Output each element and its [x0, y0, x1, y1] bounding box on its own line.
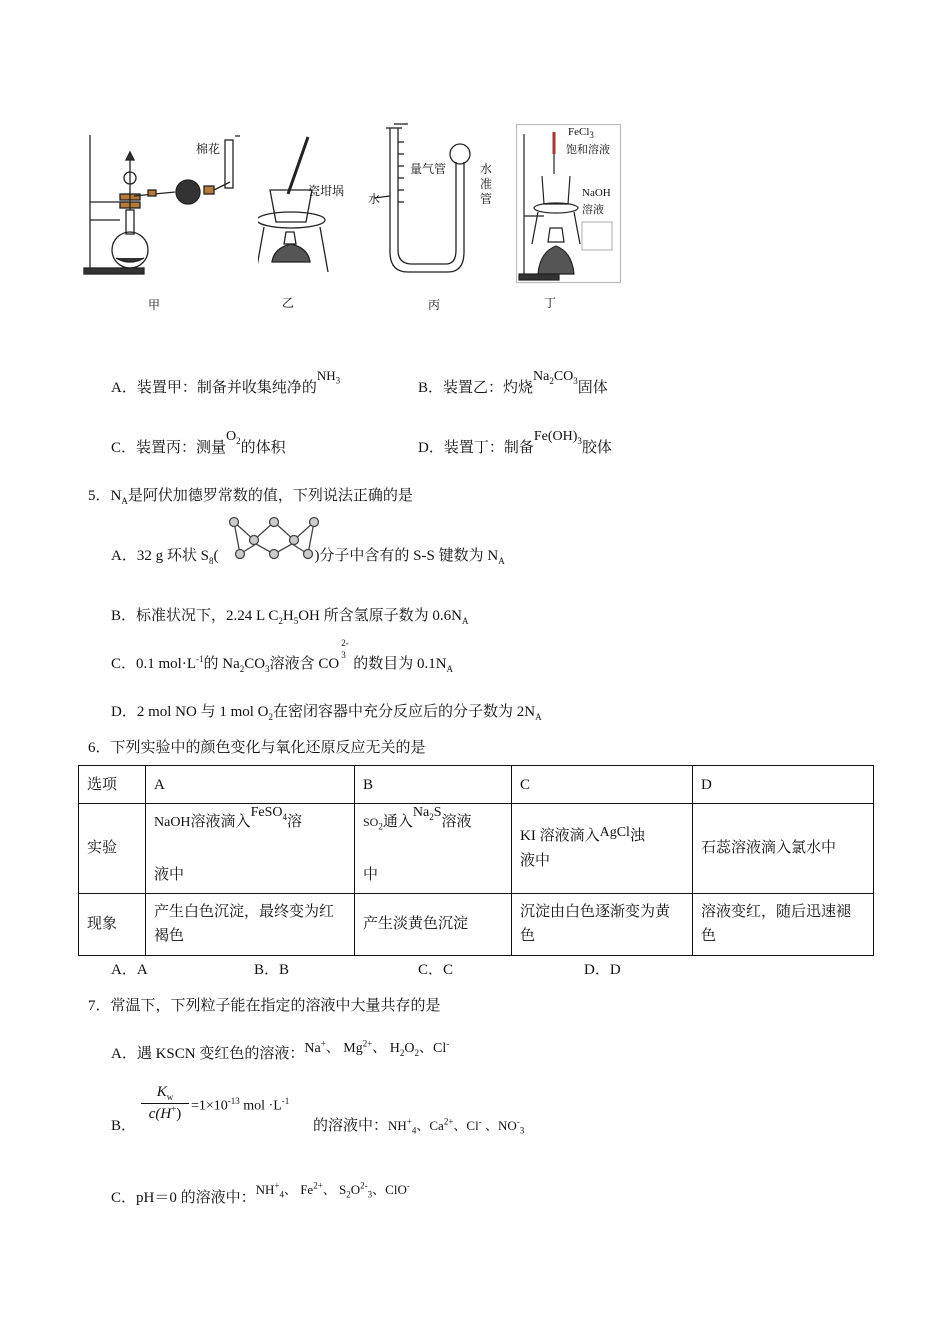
q5-option-a: A．32 g 环状 $S_8$( )分子中含有的 S-S 键数为 $N_A$ — [111, 548, 505, 566]
label-gas-tube: 量气管 — [410, 162, 447, 176]
label-water: 水 — [368, 192, 381, 206]
label-saturated-solution: 饱和溶液 — [566, 144, 610, 156]
phenomenon-b-cell: 产生淡黄色沉淀 — [355, 893, 512, 955]
table-header-cell: 选项 — [79, 766, 146, 804]
q7-option-a: A．遇 KSCN 变红色的溶液：Na+、 $Mg^{2+}$、 $H_2O_2$、Cl- — [111, 1038, 450, 1062]
table-header-cell: C — [512, 766, 693, 804]
q4-option-b: B．装置乙：灼烧$Na_2CO_3$固体 — [418, 369, 608, 396]
q6-option-c: C．C — [418, 962, 454, 978]
caption-bing: 丙 — [428, 298, 441, 312]
q6-option-a: A．A — [111, 962, 148, 978]
caption-yi: 乙 — [282, 296, 295, 310]
label-cotton: 棉花 — [196, 142, 221, 156]
phenomenon-d-cell: 溶液变红，随后迅速褪色 — [693, 893, 874, 955]
q7-option-c: C．pH＝0 的溶液中：$NH^+_4$、 $Fe^{2+}$、 $S_2O^{2-}_3$、ClO- — [111, 1180, 410, 1206]
q6-stem: 6．下列实验中的颜色变化与氧化还原反应无关的是 — [88, 740, 426, 756]
apparatus-bing-figure — [368, 122, 498, 282]
q4-option-d: D．装置丁：制备$Fe(OH)_3$胶体 — [418, 429, 612, 456]
phenomenon-a-cell: 产生白色沉淀，最终变为红褐色 — [146, 893, 355, 955]
table-row — [79, 766, 874, 804]
s8-ring-structure-figure — [228, 514, 324, 564]
table-header-cell: B — [355, 766, 512, 804]
table-header-cell: A — [146, 766, 355, 804]
phenomenon-c-cell: 沉淀由白色逐渐变为黄色 — [512, 893, 693, 955]
caption-jia: 甲 — [148, 298, 161, 312]
q6-table — [78, 765, 874, 956]
label-fecl3: FeCl$_3$ — [568, 126, 594, 141]
label-naoh-solution: 溶液 — [582, 204, 604, 216]
table-header-cell: D — [693, 766, 874, 804]
q5-option-b: B．标准状况下，2.24 L $C_2H_5OH$ 所含氢原子数为 $0.6N_A$ — [111, 608, 469, 626]
label-crucible: 瓷坩埚 — [308, 184, 345, 198]
label-naoh: NaOH — [582, 187, 611, 199]
q5-stem: 5．$N_A$是阿伏加德罗常数的值，下列说法正确的是 — [88, 488, 413, 506]
caption-ding: 丁 — [544, 296, 557, 310]
label-level-tube: 水准管 — [480, 162, 493, 206]
experiment-a-cell: NaOH溶液滴入FeSO$_4$溶 液中 — [146, 804, 355, 894]
table-row-label: 实验 — [79, 804, 146, 894]
q7-option-b: B． $K_w$ c(H+) $=1\times 10^{-13}$ mol $\cdot L^{-1}$ 的溶液中：$NH^+_4$、$Ca^{2+}$、Cl- 、$NO^-_3$ — [111, 1084, 525, 1136]
table-row — [79, 893, 874, 955]
table-row-label: 现象 — [79, 893, 146, 955]
table-row — [79, 804, 874, 894]
q4-option-a: A．装置甲：制备并收集纯净的$NH_3$ — [111, 368, 341, 396]
q5-option-c: C．0.1 $mol\cdot L^{-1}$的 $Na_2CO_3$溶液含 CO 2- 3 的数目为 $0.1N_A$ — [111, 638, 454, 674]
q4-option-c: C．装置丙：测量$O_2$的体积 — [111, 429, 286, 456]
q7-stem: 7．常温下，下列粒子能在指定的溶液中大量共存的是 — [88, 998, 441, 1014]
kw-fraction: $K_w$ c(H+) — [141, 1084, 189, 1123]
apparatus-jia-figure — [80, 130, 260, 280]
experiment-b-cell: $SO_2$通入$Na_2S$溶液 中 — [355, 804, 512, 894]
experiment-d-cell: 石蕊溶液滴入氯水中 — [693, 804, 874, 894]
experiment-c-cell: KI 溶液滴入AgCl浊 液中 — [512, 804, 693, 894]
apparatus-yi-figure — [258, 132, 338, 280]
q6-option-b: B．B — [254, 962, 290, 978]
q5-option-d: D．2 mol NO 与 1 mol $O_2$在密闭容器中充分反应后的分子数为 $2N_A$ — [111, 704, 542, 722]
q6-option-d: D．D — [584, 962, 621, 978]
